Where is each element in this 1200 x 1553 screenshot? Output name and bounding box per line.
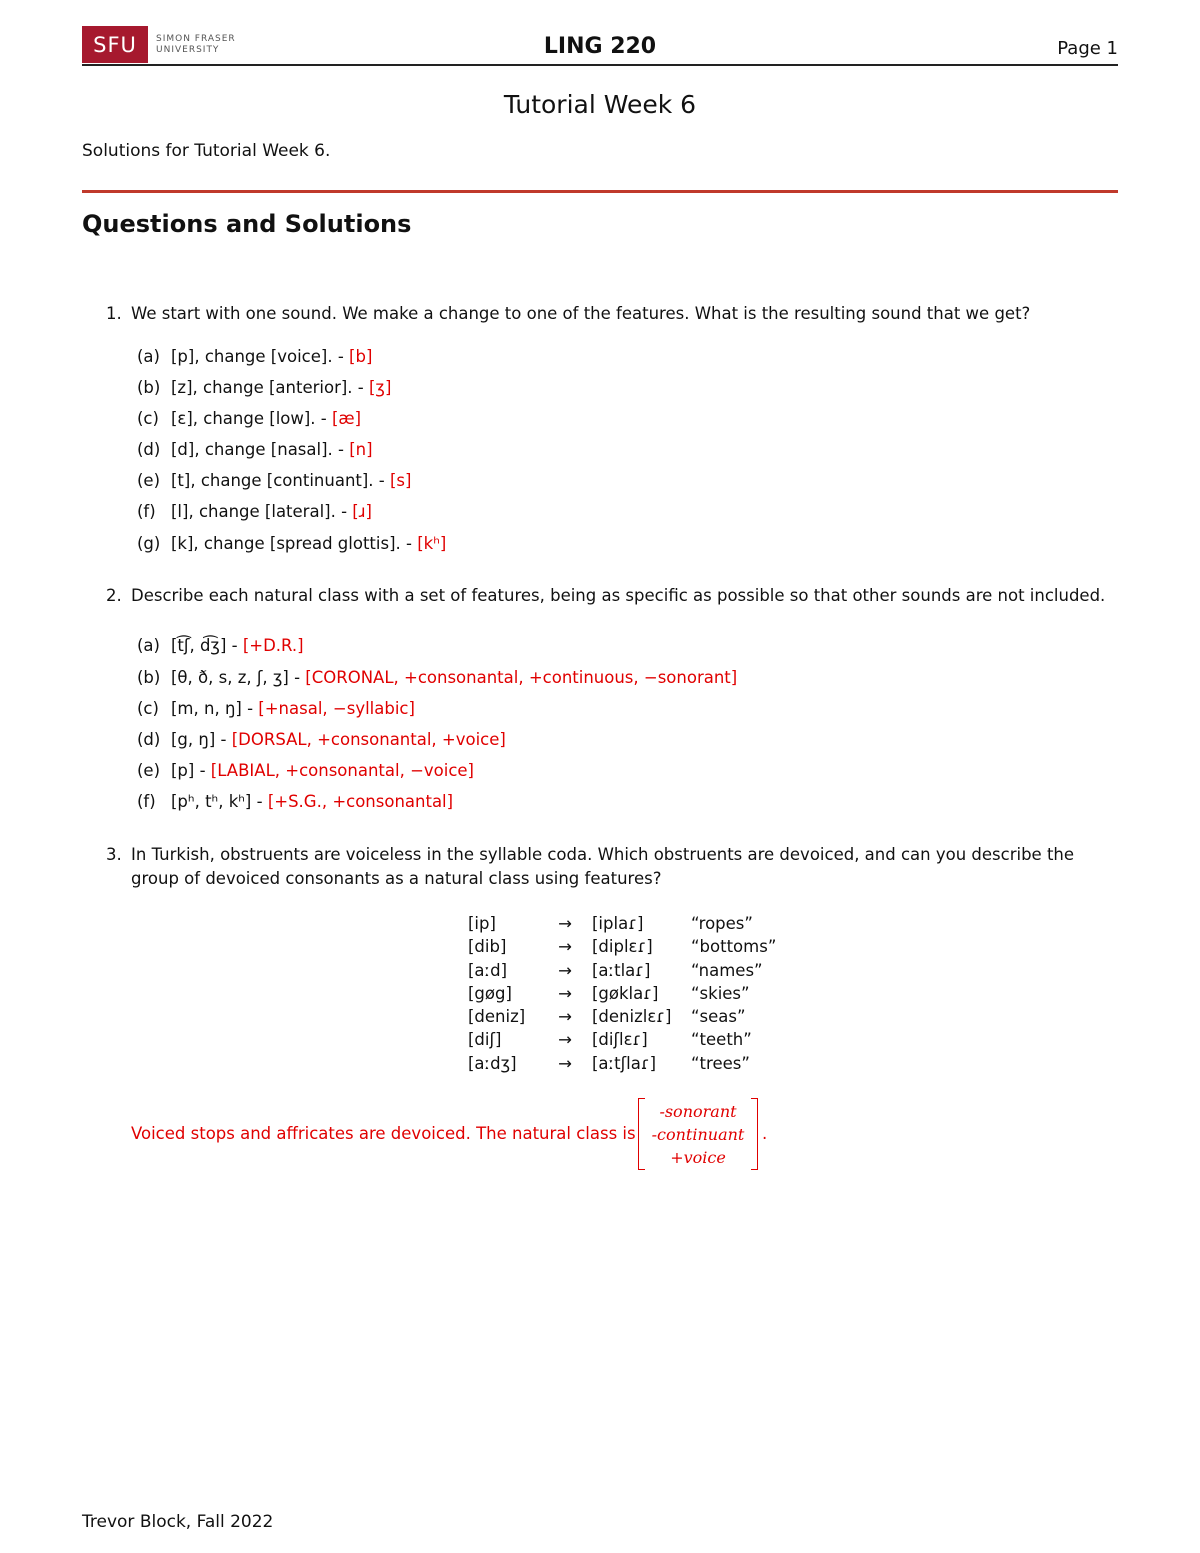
- table-row: [468, 1052, 791, 1075]
- table-row: [468, 935, 791, 958]
- item-text: [z], change [anterior]. -: [171, 378, 369, 397]
- turkish-data-table: [468, 912, 791, 1075]
- item-label: (g): [137, 534, 161, 553]
- section-heading: Questions and Solutions: [82, 210, 412, 238]
- item-text: [pʰ, tʰ, kʰ] -: [171, 792, 268, 811]
- logo-abbr: SFU: [82, 26, 148, 63]
- matrix-feature: +voice: [670, 1148, 726, 1167]
- table-row: [468, 982, 791, 1005]
- page-title: Tutorial Week 6: [503, 90, 697, 119]
- section-divider: [82, 190, 1118, 193]
- feature-matrix: [638, 1098, 758, 1170]
- question-text: We start with one sound. We make a change to one of the features. What is the resulting sound that we get?: [131, 304, 1031, 323]
- item-label: (b): [137, 378, 161, 397]
- gloss: “ropes”: [691, 914, 753, 933]
- item-text: [d], change [nasal]. -: [171, 440, 350, 459]
- matrix-left-bracket: [638, 1098, 645, 1170]
- item-text: [t͡ʃ, d͡ʒ] -: [171, 636, 243, 655]
- item-label: (d): [137, 440, 161, 459]
- item-label: (a): [137, 347, 160, 366]
- input-form: [dib]: [468, 937, 507, 957]
- q1-item: [137, 378, 391, 397]
- item-answer: [ɹ]: [352, 502, 372, 521]
- matrix-right-bracket: [751, 1098, 758, 1170]
- matrix-period: .: [762, 1124, 768, 1143]
- question-text: In Turkish, obstruents are voiceless in the syllable coda. Which obstruents are devoiced, and can you describe the group of devoiced consonants as a natural class using features?: [131, 845, 1075, 888]
- q1-item: [137, 471, 411, 490]
- footer-author: Trevor Block, Fall 2022: [82, 1512, 274, 1532]
- q2-item: [137, 699, 415, 718]
- question-text: Describe each natural class with a set of features, being as specific as possible so that other sounds are not included.: [131, 586, 1106, 605]
- item-answer: [DORSAL, +consonantal, +voice]: [231, 730, 506, 749]
- item-text: [p], change [voice]. -: [171, 347, 350, 366]
- q2-item: [137, 730, 506, 749]
- item-answer: [b]: [349, 347, 373, 366]
- q1-item: [137, 440, 373, 459]
- input-form: [aːd]: [468, 960, 508, 980]
- item-text: [ɛ], change [low]. -: [171, 409, 332, 428]
- item-text: [t], change [continuant]. -: [171, 471, 390, 490]
- arrow: →: [558, 937, 572, 957]
- item-text: [m, n, ŋ] -: [171, 699, 259, 718]
- table-row: [468, 1028, 791, 1051]
- table-row: [468, 912, 791, 935]
- item-label: (c): [137, 699, 159, 718]
- logo-line-1: SIMON FRASER: [156, 33, 236, 44]
- question-number: 2.: [106, 586, 122, 605]
- matrix-feature: -continuant: [651, 1125, 745, 1144]
- item-answer: [ʒ]: [369, 378, 392, 397]
- item-answer: [æ]: [332, 409, 362, 428]
- logo-line-2: UNIVERSITY: [156, 44, 220, 55]
- q2-item: [137, 761, 474, 780]
- question-number: 3.: [106, 845, 122, 864]
- arrow: →: [558, 1053, 572, 1073]
- item-label: (e): [137, 761, 161, 780]
- input-form: [deniz]: [468, 1007, 526, 1027]
- item-label: (c): [137, 409, 159, 428]
- page-number: Page 1: [1057, 38, 1118, 59]
- output-form: [aːtʃlaɾ]: [592, 1053, 657, 1073]
- q1-item: [137, 347, 372, 366]
- matrix-rows: [646, 1100, 750, 1169]
- q1-item: [137, 409, 361, 428]
- gloss: “trees”: [691, 1053, 750, 1073]
- item-label: (b): [137, 668, 161, 687]
- gloss: “names”: [691, 960, 763, 980]
- q2-item: [137, 792, 453, 811]
- q1-item: [137, 502, 372, 521]
- item-answer: [+D.R.]: [242, 636, 304, 655]
- q2-item: [137, 636, 304, 655]
- arrow: →: [558, 1007, 572, 1027]
- item-answer: [s]: [390, 471, 412, 490]
- arrow: →: [558, 960, 572, 980]
- output-form: [diplɛɾ]: [592, 937, 653, 957]
- item-text: [θ, ð, s, z, ʃ, ʒ] -: [171, 668, 306, 687]
- item-text: [l], change [lateral]. -: [171, 502, 353, 521]
- arrow: →: [558, 914, 572, 933]
- gloss: “teeth”: [691, 1030, 752, 1050]
- item-label: (a): [137, 636, 160, 655]
- output-form: [diʃlɛɾ]: [592, 1030, 648, 1050]
- input-form: [diʃ]: [468, 1030, 502, 1050]
- table-row: [468, 959, 791, 982]
- input-form: [aːdʒ]: [468, 1053, 517, 1073]
- item-text: [k], change [spread glottis]. -: [171, 534, 418, 553]
- gloss: “skies”: [691, 983, 750, 1003]
- item-answer: [CORONAL, +consonantal, +continuous, −sonorant]: [305, 668, 738, 687]
- item-answer: [kʰ]: [417, 534, 447, 553]
- item-label: (e): [137, 471, 161, 490]
- item-text: [p] -: [171, 761, 211, 780]
- output-form: [iplaɾ]: [592, 914, 644, 933]
- arrow: →: [558, 1030, 572, 1050]
- course-title: LING 220: [543, 34, 657, 59]
- gloss: “seas”: [691, 1007, 746, 1027]
- item-text: [g, ŋ] -: [171, 730, 232, 749]
- gloss: “bottoms”: [691, 937, 777, 957]
- output-form: [denizlɛɾ]: [592, 1007, 672, 1027]
- q2-item: [137, 668, 737, 687]
- question-number: 1.: [106, 304, 122, 323]
- input-form: [gøg]: [468, 983, 512, 1003]
- item-answer: [+nasal, −syllabic]: [258, 699, 415, 718]
- item-label: (f): [137, 792, 156, 811]
- output-form: [gøklaɾ]: [592, 983, 659, 1003]
- page-subtitle: Solutions for Tutorial Week 6.: [82, 141, 331, 161]
- header-divider: [82, 64, 1118, 66]
- item-answer: [n]: [349, 440, 373, 459]
- table-row: [468, 1005, 791, 1028]
- item-label: (f): [137, 502, 156, 521]
- input-form: [ip]: [468, 914, 496, 933]
- q1-item: [137, 534, 446, 553]
- arrow: →: [558, 983, 572, 1003]
- item-answer: [LABIAL, +consonantal, −voice]: [210, 761, 474, 780]
- q3-conclusion: Voiced stops and affricates are devoiced. The natural class is: [131, 1124, 636, 1143]
- item-label: (d): [137, 730, 161, 749]
- matrix-feature: -sonorant: [659, 1102, 737, 1121]
- item-answer: [+S.G., +consonantal]: [267, 792, 454, 811]
- output-form: [aːtlaɾ]: [592, 960, 651, 980]
